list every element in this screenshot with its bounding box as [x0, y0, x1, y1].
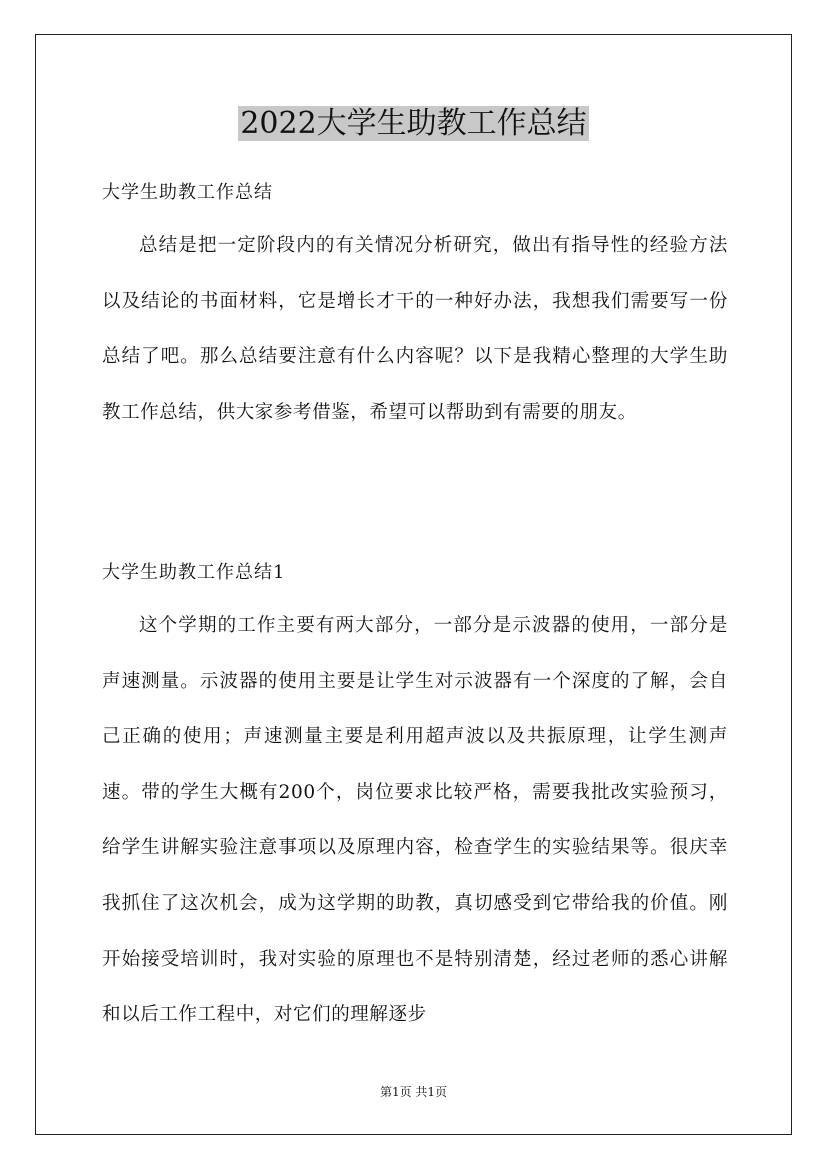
- page-footer: 第1页 共1页: [379, 1085, 448, 1099]
- document-title: [0, 102, 827, 146]
- section1-heading: 大学生助教工作总结1: [102, 562, 286, 583]
- section1-paragraph: 这个学期的工作主要有两大部分，一部分是示波器的使用，一部分是声速测量。示波器的使用主要是让学生对示波器有一个深度的了解，会自己正确的使用；声速测量主要是利用超声波以及共振原理，让学生测声速。带的学生大概有200个，岗位要求比较严格，需要我批改实验预习，给学生讲解实验注意事项以及原理内容，检查学生的实验结果等。很庆幸我抓住了这次机会，成为这学期的助教，真切感受到它带给我的价值。刚开始接受培训时，我对实验的原理也不是特别清楚，经过老师的悉心讲解和以后工作工程中，对它们的理解逐步: [102, 615, 728, 1026]
- document-title-text: 2022大学生助教工作总结: [240, 106, 587, 141]
- intro-heading: 大学生助教工作总结: [102, 182, 273, 203]
- intro-paragraph: 总结是把一定阶段内的有关情况分析研究，做出有指导性的经验方法以及结论的书面材料，它是增长才干的一种好办法，我想我们需要写一份总结了吧。那么总结要注意有什么内容呢？以下是我精心整理的大学生助教工作总结，供大家参考借鉴，希望可以帮助到有需要的朋友。: [102, 235, 728, 423]
